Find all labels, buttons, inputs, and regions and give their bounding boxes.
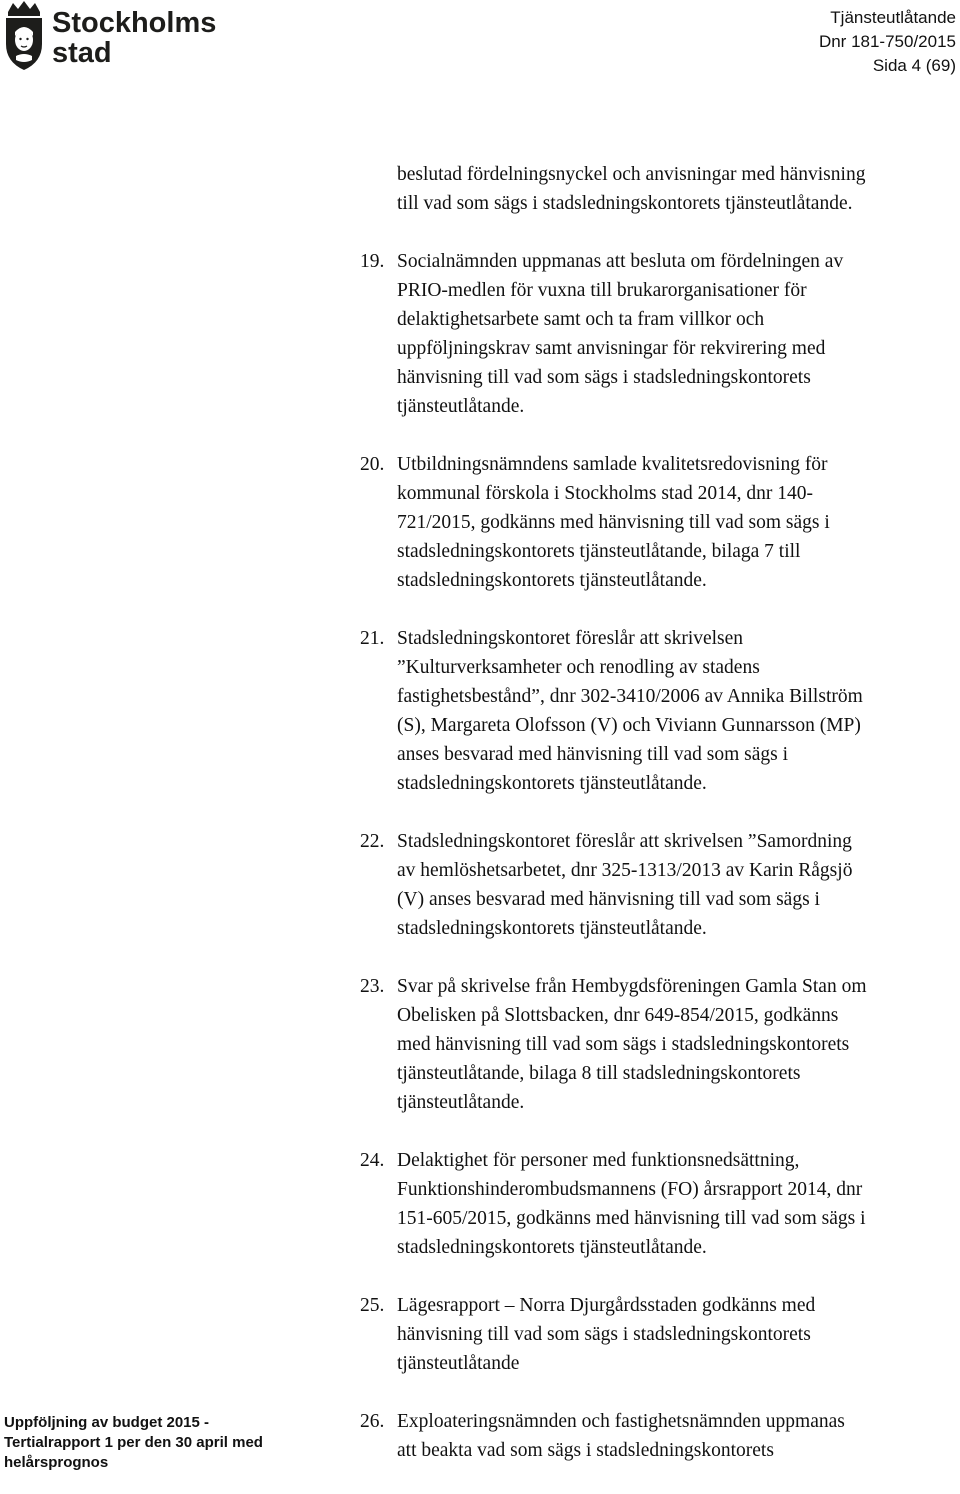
document-type: Tjänsteutlåtande (830, 8, 956, 27)
text-line: 721/2015, godkänns med hänvisning till vad som sägs i (397, 512, 830, 533)
list-item-number: 23. (360, 976, 385, 997)
text-line: Funktionshinderombudsmannens (FO) årsrapport 2014, dnr (397, 1179, 863, 1200)
stockholms-stad-logo (0, 0, 240, 72)
intro-paragraph (397, 160, 957, 218)
logo-text-line2: stad (52, 37, 112, 69)
text-line: Obelisken på Slottsbacken, dnr 649-854/2015, godkänns (397, 1005, 839, 1026)
text-line: Delaktighet för personer med funktionsnedsättning, (397, 1150, 800, 1171)
text-line: (V) anses besvarad med hänvisning till vad som sägs i (397, 889, 820, 910)
document-footer (4, 1413, 344, 1473)
text-line: Stadsledningskontoret föreslår att skrivelsen (397, 628, 744, 649)
stockholm-crest-icon (0, 0, 240, 72)
text-line: Lägesrapport – Norra Djurgårdsstaden godkänns med (397, 1295, 816, 1316)
page-number: Sida 4 (69) (872, 56, 956, 75)
footer-line: helårsprognos (4, 1454, 109, 1471)
list-item-number: 26. (360, 1411, 385, 1432)
text-line: Stadsledningskontoret föreslår att skrivelsen ”Samordning (397, 831, 852, 852)
text-line: ”Kulturverksamheter och renodling av stadens (397, 657, 760, 678)
list-item-number: 19. (360, 251, 385, 272)
list-item-25 (360, 1291, 957, 1378)
text-line: (S), Margareta Olofsson (V) och Viviann Gunnarsson (MP) (397, 715, 861, 736)
list-item-26 (360, 1407, 957, 1465)
document-body (360, 160, 957, 1494)
text-line: beslutad fördelningsnyckel och anvisningar med hänvisning (397, 164, 866, 185)
text-line: kommunal förskola i Stockholms stad 2014, dnr 140- (397, 483, 813, 504)
list-item-22 (360, 827, 957, 943)
text-line: stadsledningskontorets tjänsteutlåtande. (397, 918, 707, 939)
text-line: tjänsteutlåtande. (397, 396, 525, 417)
text-line: med hänvisning till vad som sägs i stadsledningskontorets (397, 1034, 850, 1055)
list-item-19 (360, 247, 957, 421)
text-line: Svar på skrivelse från Hembygdsföreningen Gamla Stan om (397, 976, 867, 997)
text-line: PRIO-medlen för vuxna till brukarorganisationer för (397, 280, 807, 301)
text-line: tjänsteutlåtande, bilaga 8 till stadsledningskontorets (397, 1063, 801, 1084)
list-item-number: 25. (360, 1295, 385, 1316)
text-line: stadsledningskontorets tjänsteutlåtande, bilaga 7 till (397, 541, 801, 562)
list-item-number: 21. (360, 628, 385, 649)
list-item-20 (360, 450, 957, 595)
document-header (819, 6, 956, 78)
text-line: stadsledningskontorets tjänsteutlåtande. (397, 773, 707, 794)
text-line: Exploateringsnämnden och fastighetsnämnden uppmanas (397, 1411, 845, 1432)
text-line: anses besvarad med hänvisning till vad som sägs i (397, 744, 789, 765)
text-line: uppföljningskrav samt anvisningar för rekvirering med (397, 338, 826, 359)
list-item-23 (360, 972, 957, 1117)
footer-line: Uppföljning av budget 2015 - (4, 1414, 210, 1431)
text-line: Utbildningsnämndens samlade kvalitetsredovisning för (397, 454, 828, 475)
text-line: 151-605/2015, godkänns med hänvisning till vad som sägs i (397, 1208, 866, 1229)
list-item-number: 24. (360, 1150, 385, 1171)
footer-line: Tertialrapport 1 per den 30 april med (4, 1434, 263, 1451)
text-line: tjänsteutlåtande. (397, 1092, 525, 1113)
text-line: av hemlöshetsarbetet, dnr 325-1313/2013 av Karin Rågsjö (397, 860, 853, 881)
document-number: Dnr 181-750/2015 (818, 32, 956, 51)
text-line: Socialnämnden uppmanas att besluta om fördelningen av (397, 251, 844, 272)
text-line: delaktighetsarbete samt och ta fram villkor och (397, 309, 765, 330)
text-line: till vad som sägs i stadsledningskontorets tjänsteutlåtande. (397, 193, 853, 214)
list-item-number: 22. (360, 831, 385, 852)
logo-text-line1: Stockholms (52, 7, 217, 39)
list-item-24 (360, 1146, 957, 1262)
list-item-number: 20. (360, 454, 385, 475)
text-line: hänvisning till vad som sägs i stadsledningskontorets (397, 367, 811, 388)
text-line: stadsledningskontorets tjänsteutlåtande. (397, 1237, 707, 1258)
text-line: att beakta vad som sägs i stadsledningskontorets (397, 1440, 774, 1461)
list-item-21 (360, 624, 957, 798)
text-line: stadsledningskontorets tjänsteutlåtande. (397, 570, 707, 591)
text-line: tjänsteutlåtande (397, 1353, 520, 1374)
text-line: fastighetsbestånd”, dnr 302-3410/2006 av Annika Billström (397, 686, 863, 707)
text-line: hänvisning till vad som sägs i stadsledningskontorets (397, 1324, 811, 1345)
